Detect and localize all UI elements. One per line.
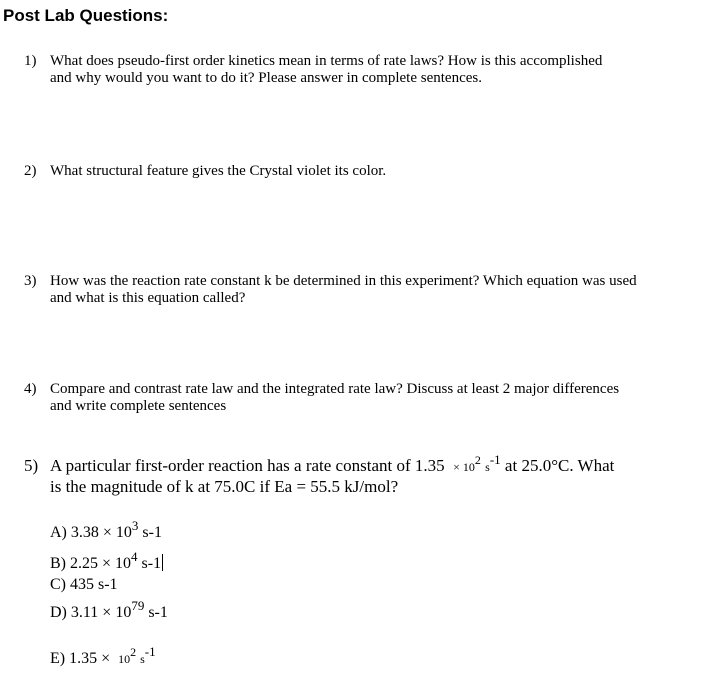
question-text: How was the reaction rate constant k be determined in this experiment? Which equation was used and what is this equation called? xyxy=(50,273,637,306)
question-text: A particular first-order reaction has a rate constant of $1.35 \times 10^2$ $s^{-1}$ at 25.0°C. What is the magnitude of k at 75.0C if Ea = 55.5 kJ/mol? xyxy=(50,452,615,496)
question-text: Compare and contrast rate law and the integrated rate law? Discuss at least 2 major differences and write complete sentences xyxy=(50,381,620,414)
option-d: D) $3.11 \times 10^{79}$ s-1 xyxy=(50,598,168,621)
question-number: 3) xyxy=(24,273,37,289)
question-text: What structural feature gives the Crystal violet its color. xyxy=(50,163,387,179)
option-e: E) $1.35 \times 10^2$ $s^{-1}$ xyxy=(50,644,156,667)
question-text: What does pseudo-first order kinetics mean in terms of rate laws? How is this accomplished and why would you want to do it? Please answer in complete sentences. xyxy=(50,53,603,86)
question-number: 1) xyxy=(24,53,37,69)
page-title: Post Lab Questions: xyxy=(3,6,169,25)
question-number: 2) xyxy=(24,163,37,179)
question-number: 4) xyxy=(24,381,37,397)
option-a: A) $3.38 \times 10^3$ s-1 xyxy=(50,518,162,541)
option-c: C) 435 s-1 xyxy=(50,576,118,593)
text-cursor xyxy=(162,554,163,571)
option-b: B) $2.25 \times 10^4$ s-1 xyxy=(50,549,162,572)
question-number: 5) xyxy=(24,456,39,475)
